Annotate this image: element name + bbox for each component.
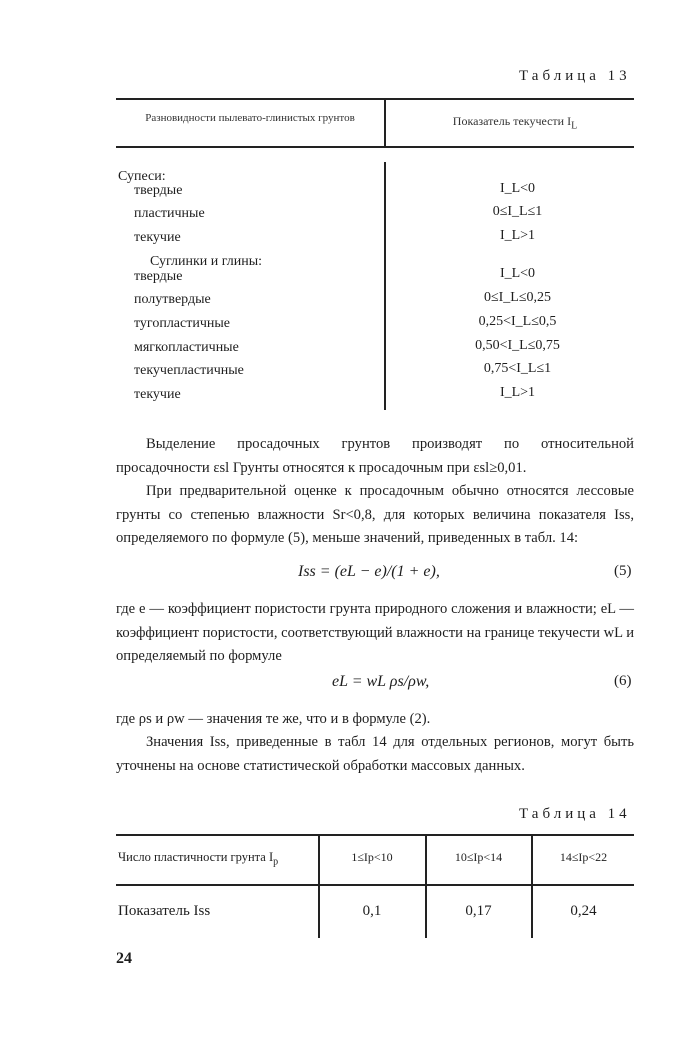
paragraph-5: Значения Iss, приведенные в табл 14 для отдельных регионов, могут быть уточнены на основе статистической обработки массовых данных. [116,734,634,774]
group-title-supesi: Супеси: [118,169,166,184]
row-name: текучие [134,230,181,245]
formula-5-number: (5) [614,563,632,579]
paragraph-4: где ρs и ρw — значения те же, что и в формуле (2). [116,711,431,727]
paragraph-3: где e — коэффициент пористости грунта природного сложения и влажности; eL — коэффициент пористости, соответствующий влажности на границе текучести wL и определяемый по формуле [116,601,634,664]
table14-range: 14≤Ip<22 [559,850,608,864]
row-value: 0≤I_L≤0,25 [483,290,552,305]
group-title-suglinki: Суглинки и глины: [150,254,263,269]
table14-header-rule [116,884,634,886]
row-name: текучепластичные [134,363,244,378]
paragraph-2: При предварительной оценке к просадочным обычно относятся лессовые грунты со степенью влажности Sr<0,8, для которых величина показателя Iss, определяемого по формуле (5), меньше значений, приведенных в табл. 14: [116,483,634,546]
table14-header-label: Число пластичности грунта $I_p$ [118,850,279,868]
table13-top-rule [116,98,634,100]
row-value: I_L<0 [499,266,536,281]
row-name: текучие [134,387,181,402]
page-number: 24 [116,950,132,967]
row-value: I_L>1 [499,385,536,400]
table13-col1-header: Разновидности пылевато-глинистых грунтов [145,112,355,124]
row-value: 0,50<I_L≤0,75 [475,338,560,353]
paragraph-1: Выделение просадочных грунтов производят по относительной просадочности εsl Грунты относятся к просадочным при εsl≥0,01. [116,436,634,476]
table14-value: 0,17 [465,903,492,919]
row-name: пластичные [134,206,205,221]
row-name: полутвердые [134,292,211,307]
table13-header-divider [384,99,386,146]
table14-row-label: Показатель Iss [118,903,211,919]
table13-caption: Таблица 13 [519,68,631,84]
table13-body-divider [384,162,386,410]
row-value: I_L>1 [499,228,536,243]
row-value: 0,75<I_L≤1 [483,361,552,376]
table14-caption: Таблица 14 [519,806,631,822]
row-name: твердые [134,269,183,284]
formula-6: eL = wL ρs/ρw, [332,673,430,690]
table14-value: 0,24 [570,903,597,919]
table13-header-rule [116,146,634,148]
row-name: мягкопластичные [134,340,239,355]
table13-col2-header: Показатель текучести $I_L$ [452,114,578,132]
row-value: 0,25<I_L≤0,5 [478,314,557,329]
row-value: I_L<0 [499,181,536,196]
formula-5: Iss = (eL − e)/(1 + e), [298,563,440,580]
table14-top-rule [116,834,634,836]
table14-range: 1≤Ip<10 [351,850,393,864]
row-value: 0≤I_L≤1 [492,204,543,219]
formula-6-number: (6) [614,673,632,689]
row-name: твердые [134,183,183,198]
table14-range: 10≤Ip<14 [454,850,503,864]
row-name: тугопластичные [134,316,230,331]
table14-value: 0,1 [362,903,382,919]
